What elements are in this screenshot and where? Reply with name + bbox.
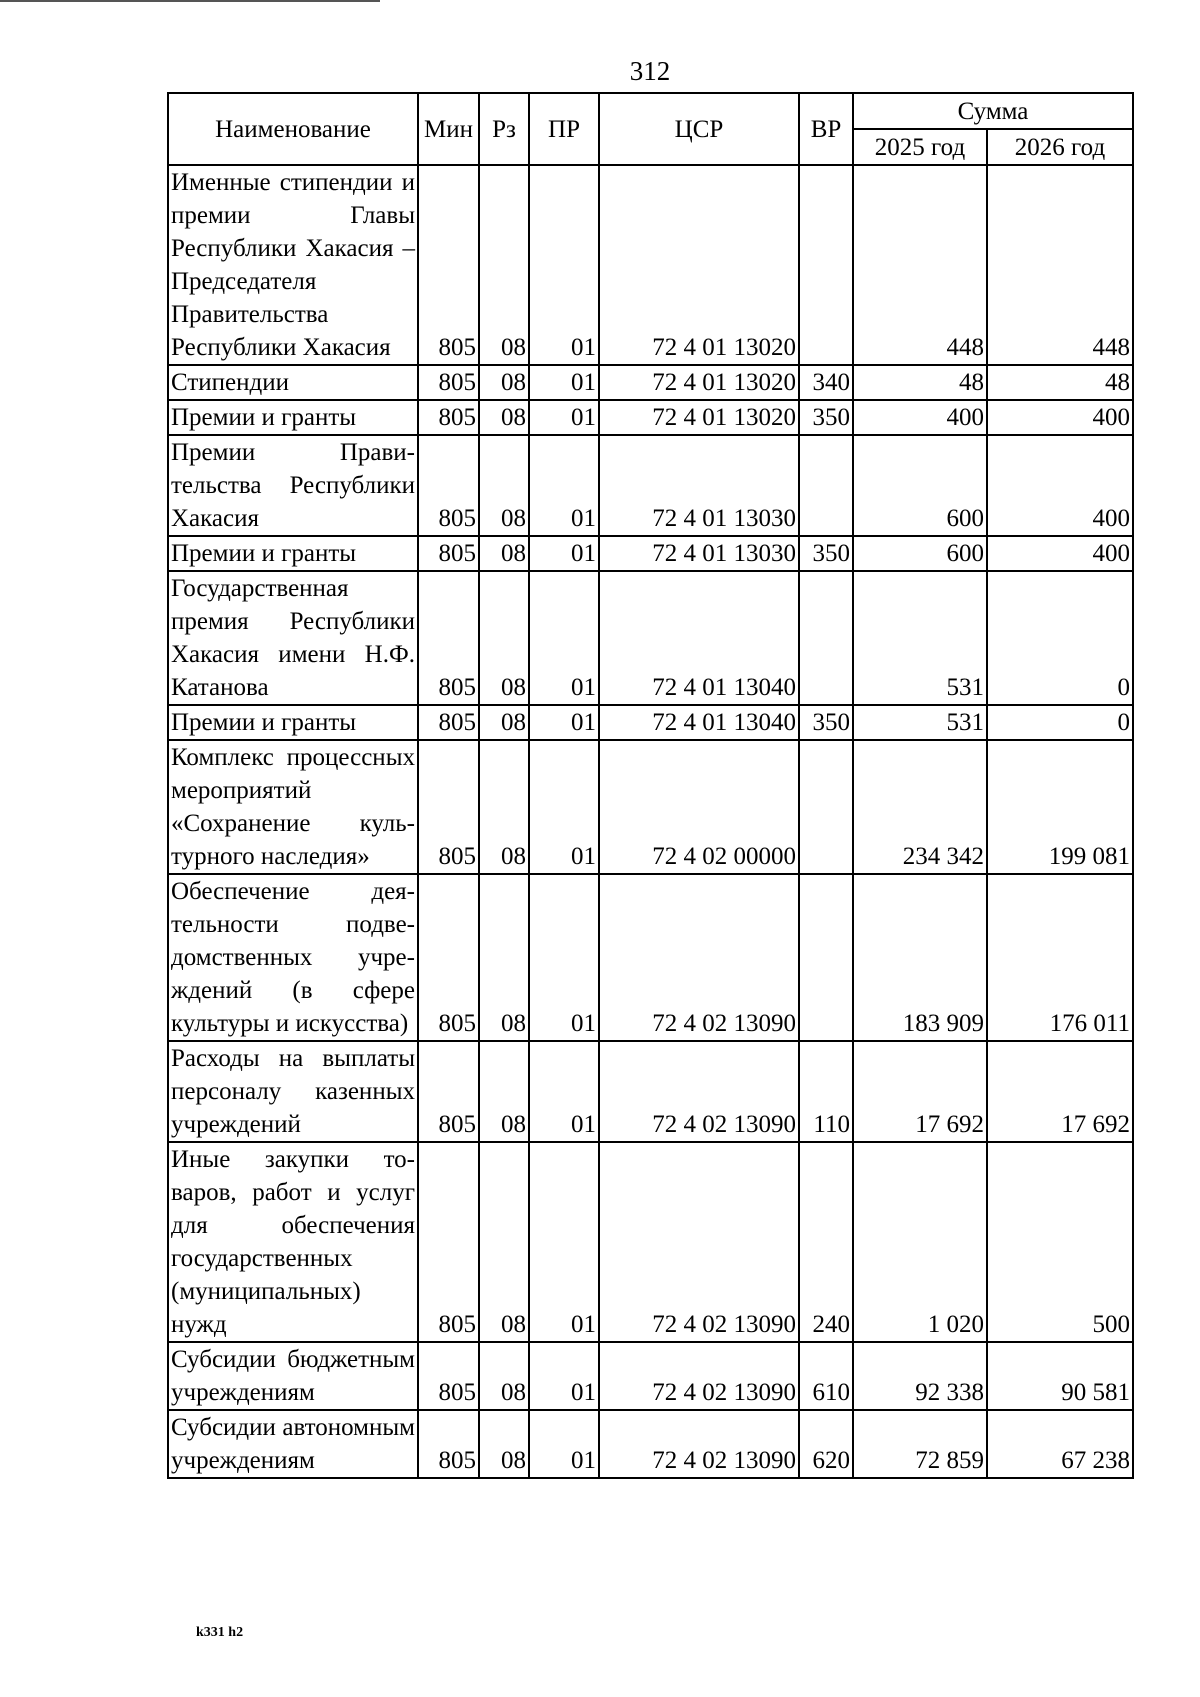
row-pr: 01: [529, 705, 599, 740]
row-sum-2026: 448: [987, 165, 1133, 365]
row-min: 805: [418, 740, 479, 874]
row-name: Премии и гранты: [168, 400, 418, 435]
row-min: 805: [418, 400, 479, 435]
row-sum-2026: 0: [987, 705, 1133, 740]
row-csr: 72 4 01 13030: [599, 536, 799, 571]
header-csr: ЦСР: [599, 93, 799, 165]
row-csr: 72 4 02 13090: [599, 1142, 799, 1342]
row-sum-2025: 531: [853, 705, 987, 740]
row-csr: 72 4 01 13040: [599, 705, 799, 740]
table-row: [168, 165, 1133, 365]
row-sum-2026: 400: [987, 400, 1133, 435]
row-vr: [799, 435, 853, 536]
row-sum-2026: 17 692: [987, 1041, 1133, 1142]
row-sum-2025: 531: [853, 571, 987, 705]
row-sum-2025: 17 692: [853, 1041, 987, 1142]
header-min: Мин: [418, 93, 479, 165]
table-row: [168, 1142, 1133, 1342]
table-row: [168, 571, 1133, 705]
table-row: [168, 874, 1133, 1041]
row-csr: 72 4 01 13020: [599, 165, 799, 365]
row-min: 805: [418, 536, 479, 571]
row-pr: 01: [529, 740, 599, 874]
row-vr: 620: [799, 1410, 853, 1478]
table-row: [168, 740, 1133, 874]
row-csr: 72 4 01 13020: [599, 400, 799, 435]
row-min: 805: [418, 365, 479, 400]
row-csr: 72 4 02 13090: [599, 1342, 799, 1410]
row-sum-2025: 400: [853, 400, 987, 435]
row-name: Премии и гранты: [168, 705, 418, 740]
row-vr: 350: [799, 536, 853, 571]
row-name: Иные закупки товаров, работ и услуг для обеспечения государственных (муниципальных) нужд: [168, 1142, 418, 1342]
header-rz: Рз: [479, 93, 529, 165]
row-vr: 240: [799, 1142, 853, 1342]
row-name: Стипендии: [168, 365, 418, 400]
row-csr: 72 4 01 13020: [599, 365, 799, 400]
row-vr: [799, 740, 853, 874]
row-min: 805: [418, 874, 479, 1041]
row-name: Премии Правительства Республики Хакасия: [168, 435, 418, 536]
row-sum-2026: 500: [987, 1142, 1133, 1342]
header-pr: ПР: [529, 93, 599, 165]
row-pr: 01: [529, 165, 599, 365]
row-pr: 01: [529, 1342, 599, 1410]
row-csr: 72 4 01 13030: [599, 435, 799, 536]
row-min: 805: [418, 1410, 479, 1478]
row-sum-2025: 448: [853, 165, 987, 365]
table-body: [168, 165, 1133, 1478]
row-name: Государственная премия Республики Хакасия имени Н.Ф. Катанова: [168, 571, 418, 705]
table-row: [168, 536, 1133, 571]
row-name: Обеспечение деятельности подведомственных учреждений (в сфере культуры и искусства): [168, 874, 418, 1041]
row-rz: 08: [479, 435, 529, 536]
row-vr: [799, 874, 853, 1041]
row-sum-2026: 90 581: [987, 1342, 1133, 1410]
row-sum-2025: 92 338: [853, 1342, 987, 1410]
row-name: Комплекс процессных мероприятий «Сохранение культурного наследия»: [168, 740, 418, 874]
row-vr: [799, 165, 853, 365]
row-pr: 01: [529, 435, 599, 536]
row-sum-2025: 234 342: [853, 740, 987, 874]
row-rz: 08: [479, 400, 529, 435]
table-row: [168, 1342, 1133, 1410]
row-name: Премии и гранты: [168, 536, 418, 571]
row-pr: 01: [529, 1142, 599, 1342]
row-pr: 01: [529, 536, 599, 571]
row-sum-2026: 0: [987, 571, 1133, 705]
row-min: 805: [418, 571, 479, 705]
row-vr: 610: [799, 1342, 853, 1410]
row-pr: 01: [529, 1410, 599, 1478]
budget-table: [167, 92, 1134, 1479]
row-pr: 01: [529, 400, 599, 435]
row-sum-2025: 183 909: [853, 874, 987, 1041]
row-name: Расходы на выплаты персоналу казенных учреждений: [168, 1041, 418, 1142]
row-rz: 08: [479, 365, 529, 400]
row-sum-2025: 72 859: [853, 1410, 987, 1478]
row-rz: 08: [479, 874, 529, 1041]
header-sum: Сумма: [853, 93, 1133, 129]
row-min: 805: [418, 165, 479, 365]
table-row: [168, 435, 1133, 536]
row-min: 805: [418, 1041, 479, 1142]
row-vr: [799, 571, 853, 705]
row-rz: 08: [479, 1142, 529, 1342]
table-row: [168, 1410, 1133, 1478]
row-csr: 72 4 01 13040: [599, 571, 799, 705]
header-name: Наименование: [168, 93, 418, 165]
row-sum-2025: 600: [853, 536, 987, 571]
row-csr: 72 4 02 13090: [599, 1410, 799, 1478]
row-rz: 08: [479, 165, 529, 365]
row-min: 805: [418, 1142, 479, 1342]
scan-edge-line: [0, 0, 380, 2]
row-sum-2025: 600: [853, 435, 987, 536]
page-number: 312: [629, 56, 671, 86]
row-sum-2026: 176 011: [987, 874, 1133, 1041]
header-vr: ВР: [799, 93, 853, 165]
row-min: 805: [418, 435, 479, 536]
row-pr: 01: [529, 1041, 599, 1142]
row-min: 805: [418, 705, 479, 740]
table-row: [168, 400, 1133, 435]
row-sum-2026: 400: [987, 536, 1133, 571]
row-csr: 72 4 02 13090: [599, 874, 799, 1041]
footer-code: k331 h2: [196, 1625, 244, 1640]
row-rz: 08: [479, 1041, 529, 1142]
row-rz: 08: [479, 536, 529, 571]
row-pr: 01: [529, 365, 599, 400]
row-name: Именные стипендии и премии Главы Республики Хакасия – Председателя Правительства Республики Хакасия: [168, 165, 418, 365]
header-year-2025: 2025 год: [853, 129, 987, 165]
row-sum-2025: 48: [853, 365, 987, 400]
row-sum-2026: 199 081: [987, 740, 1133, 874]
row-pr: 01: [529, 874, 599, 1041]
row-csr: 72 4 02 00000: [599, 740, 799, 874]
row-vr: 350: [799, 400, 853, 435]
row-vr: 340: [799, 365, 853, 400]
row-csr: 72 4 02 13090: [599, 1041, 799, 1142]
row-rz: 08: [479, 571, 529, 705]
header-year-2026: 2026 год: [987, 129, 1133, 165]
row-name: Субсидии бюджетным учреждениям: [168, 1342, 418, 1410]
row-sum-2025: 1 020: [853, 1142, 987, 1342]
row-vr: 110: [799, 1041, 853, 1142]
row-rz: 08: [479, 705, 529, 740]
row-sum-2026: 67 238: [987, 1410, 1133, 1478]
row-rz: 08: [479, 1410, 529, 1478]
row-rz: 08: [479, 740, 529, 874]
row-pr: 01: [529, 571, 599, 705]
row-sum-2026: 48: [987, 365, 1133, 400]
table-row: [168, 1041, 1133, 1142]
table-row: [168, 365, 1133, 400]
row-rz: 08: [479, 1342, 529, 1410]
row-min: 805: [418, 1342, 479, 1410]
row-vr: 350: [799, 705, 853, 740]
row-sum-2026: 400: [987, 435, 1133, 536]
row-name: Субсидии автономным учреждениям: [168, 1410, 418, 1478]
table-row: [168, 705, 1133, 740]
